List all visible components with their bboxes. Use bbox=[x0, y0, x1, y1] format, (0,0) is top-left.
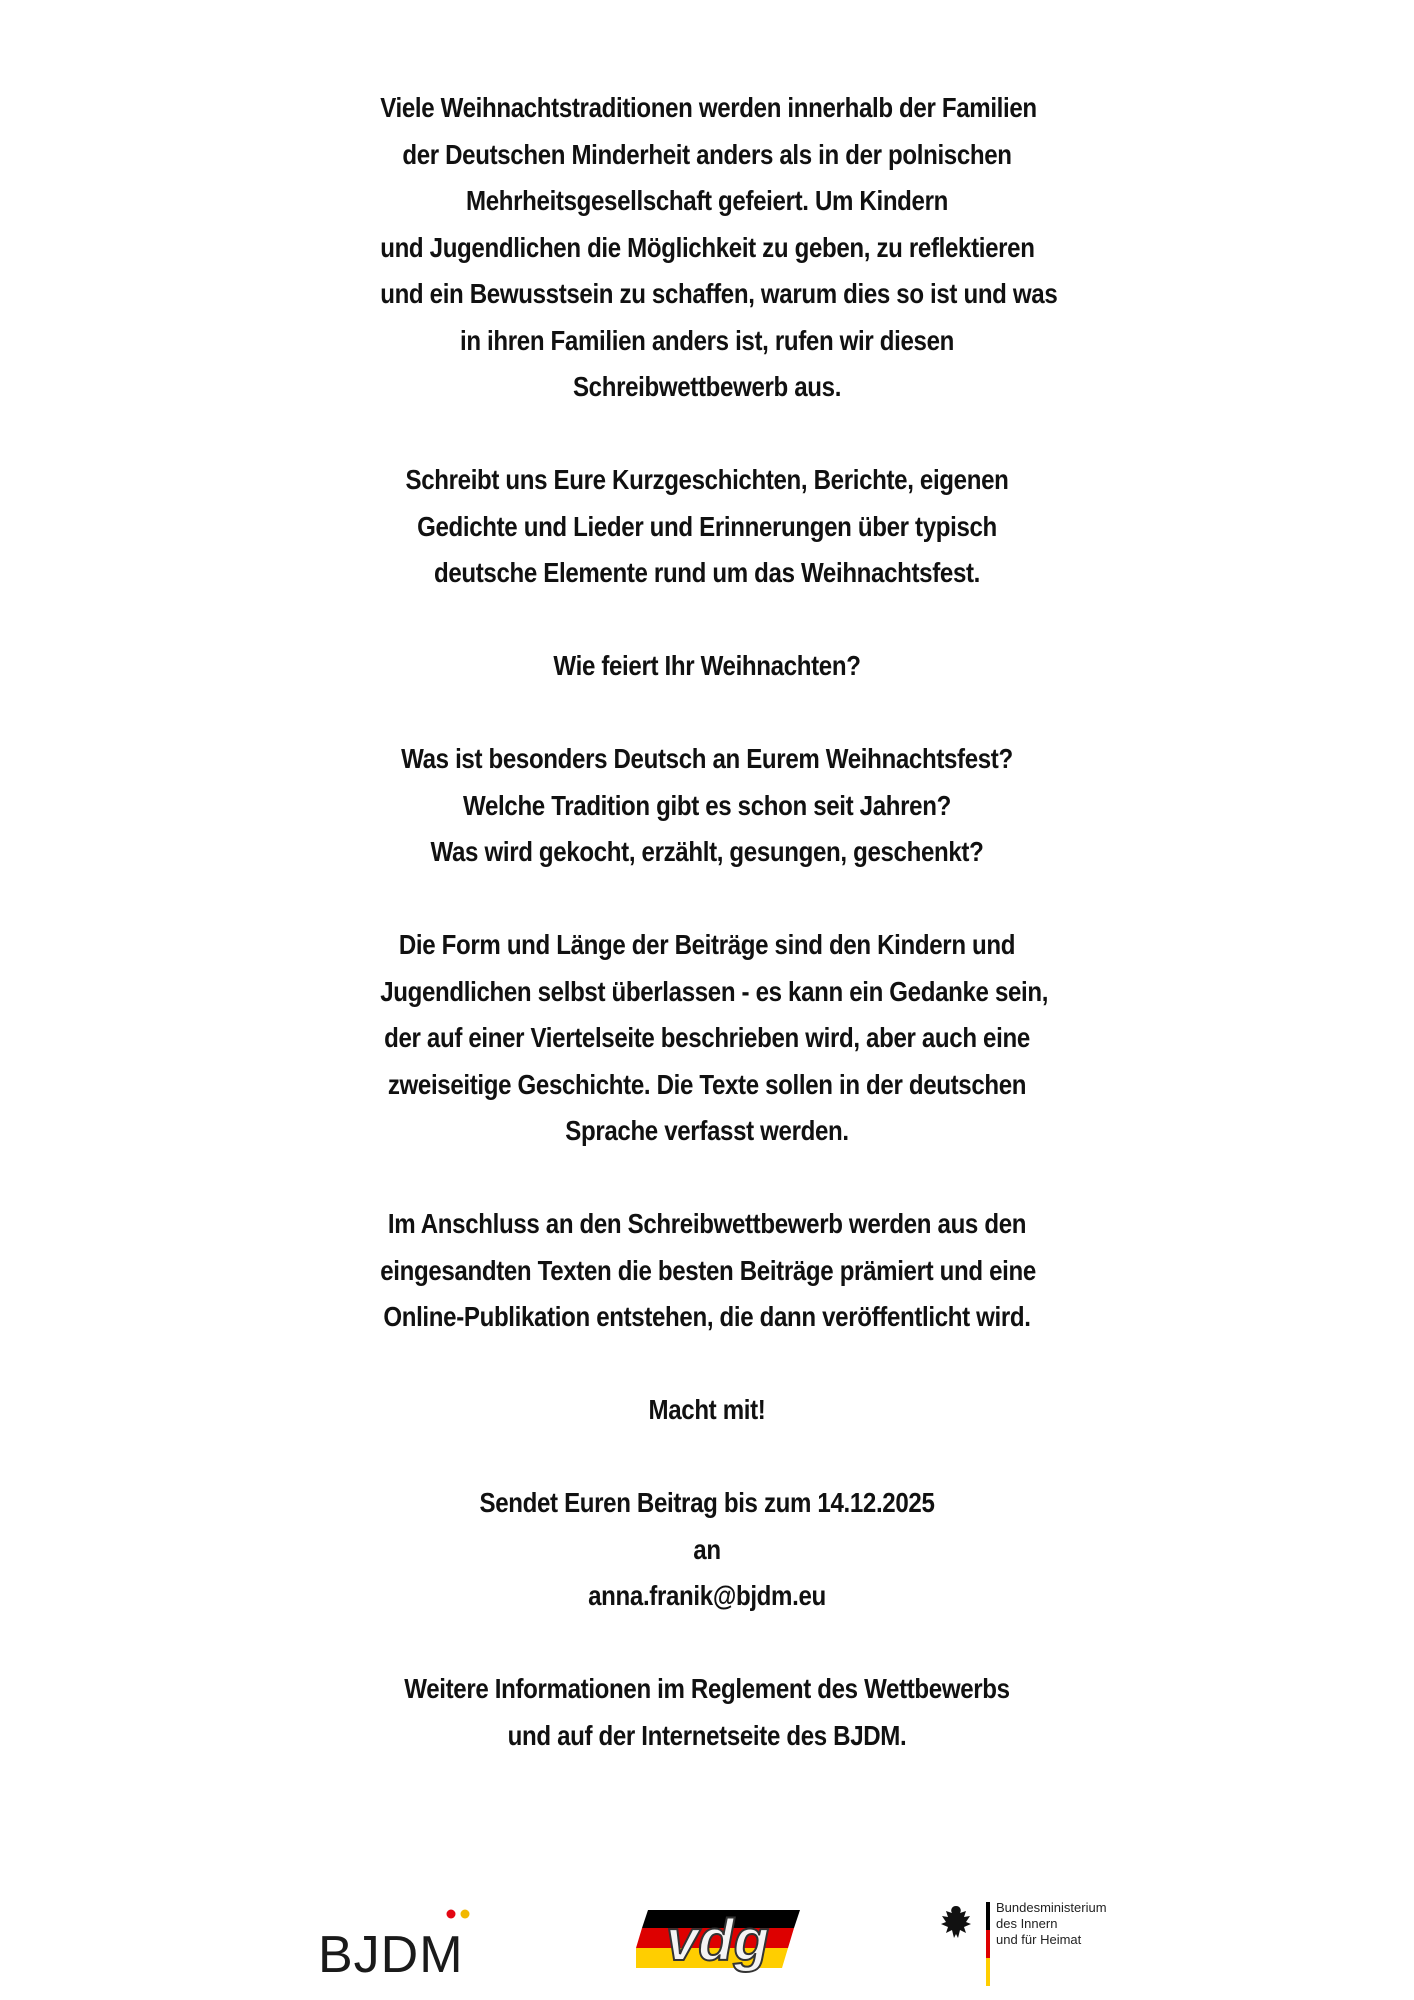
paragraph-gap bbox=[0, 597, 1414, 644]
text-line: Schreibwettbewerb aus. bbox=[572, 371, 842, 402]
paragraph-gap bbox=[0, 690, 1414, 737]
text-line: an bbox=[693, 1533, 721, 1565]
flag-bar bbox=[986, 1902, 990, 1986]
text-line: und ein Bewusstsein zu schaffen, warum dies so ist und was bbox=[380, 278, 1058, 309]
text-line: eingesandten Texten die besten Beiträge prämiert und eine bbox=[380, 1254, 1036, 1286]
eagle-icon bbox=[936, 1902, 976, 1942]
text-line: und Jugendlichen die Möglichkeit zu geben, zu reflektieren bbox=[380, 231, 1035, 263]
paragraph bbox=[380, 1480, 1034, 1620]
paragraph bbox=[380, 1201, 1034, 1341]
text-line: deutsche Elemente rund um das Weihnachtsfest. bbox=[433, 557, 981, 588]
paragraph bbox=[380, 1666, 1034, 1759]
logo-dot-red bbox=[447, 1910, 456, 1919]
text-line: in ihren Familien anders ist, rufen wir diesen bbox=[459, 324, 954, 356]
vdg-logo-text: vdg bbox=[666, 1908, 770, 1973]
paragraph bbox=[380, 736, 1034, 876]
text-line: anna.franik@bjdm.eu bbox=[588, 1580, 826, 1611]
bmi-logo bbox=[936, 1898, 1136, 1988]
text-line: Im Anschluss an den Schreibwettbewerb werden aus den bbox=[387, 1208, 1027, 1239]
bjdm-logo-text: BJDM bbox=[318, 1926, 464, 1980]
paragraph bbox=[380, 643, 1034, 690]
text-line: zweiseitige Geschichte. Die Texte sollen in der deutschen bbox=[387, 1068, 1027, 1100]
text-line: Welche Tradition gibt es schon seit Jahren? bbox=[463, 789, 951, 821]
text-line: Was ist besonders Deutsch an Eurem Weihnachtsfest? bbox=[401, 743, 1013, 774]
text-line: Weitere Informationen im Reglement des Wettbewerbs bbox=[404, 1673, 1010, 1704]
paragraph bbox=[380, 1387, 1034, 1434]
text-line: Gedichte und Lieder und Erinnerungen über typisch bbox=[417, 510, 997, 542]
paragraph-gap bbox=[0, 1434, 1414, 1481]
paragraph-gap bbox=[0, 1620, 1414, 1667]
paragraph bbox=[380, 457, 1034, 597]
paragraph-gap bbox=[0, 876, 1414, 923]
text-line: Jugendlichen selbst überlassen - es kann ein Gedanke sein, bbox=[380, 975, 1049, 1007]
paragraph-gap bbox=[0, 411, 1414, 458]
text-line: Sprache verfasst werden. bbox=[565, 1115, 849, 1146]
text-line: der Deutschen Minderheit anders als in der polnischen bbox=[402, 138, 1012, 170]
text-line: Viele Weihnachtstraditionen werden innerhalb der Familien bbox=[380, 92, 1037, 123]
text-line: der auf einer Viertelseite beschrieben wird, aber auch eine bbox=[384, 1022, 1030, 1053]
text-line: Online-Publikation entstehen, die dann veröffentlicht wird. bbox=[383, 1301, 1031, 1332]
text-line: Was wird gekocht, erzählt, gesungen, geschenkt? bbox=[430, 836, 984, 867]
paragraph bbox=[380, 85, 1058, 411]
bjdm-logo bbox=[316, 1900, 496, 1980]
logo-dot-gold bbox=[461, 1910, 470, 1919]
text-line: Macht mit! bbox=[648, 1394, 766, 1425]
paragraph-gap bbox=[0, 1341, 1414, 1388]
sponsor-logos bbox=[0, 1880, 1414, 1990]
text-line: Die Form und Länge der Beiträge sind den Kindern und bbox=[398, 929, 1016, 960]
text-line: Wie feiert Ihr Weihnachten? bbox=[553, 650, 861, 681]
text-line: und auf der Internetseite des BJDM. bbox=[507, 1719, 907, 1751]
paragraph-gap bbox=[0, 1155, 1414, 1202]
vdg-logo bbox=[636, 1898, 806, 1980]
bmi-logo-text: Bundesministerium des Innern und für Heimat bbox=[996, 1900, 1107, 1947]
document-body bbox=[0, 85, 1414, 1759]
text-line: Schreibt uns Eure Kurzgeschichten, Berichte, eigenen bbox=[405, 464, 1009, 495]
paragraph bbox=[380, 922, 1049, 1155]
text-line: Mehrheitsgesellschaft gefeiert. Um Kindern bbox=[465, 185, 949, 216]
text-line: Sendet Euren Beitrag bis zum 14.12.2025 bbox=[479, 1487, 935, 1518]
